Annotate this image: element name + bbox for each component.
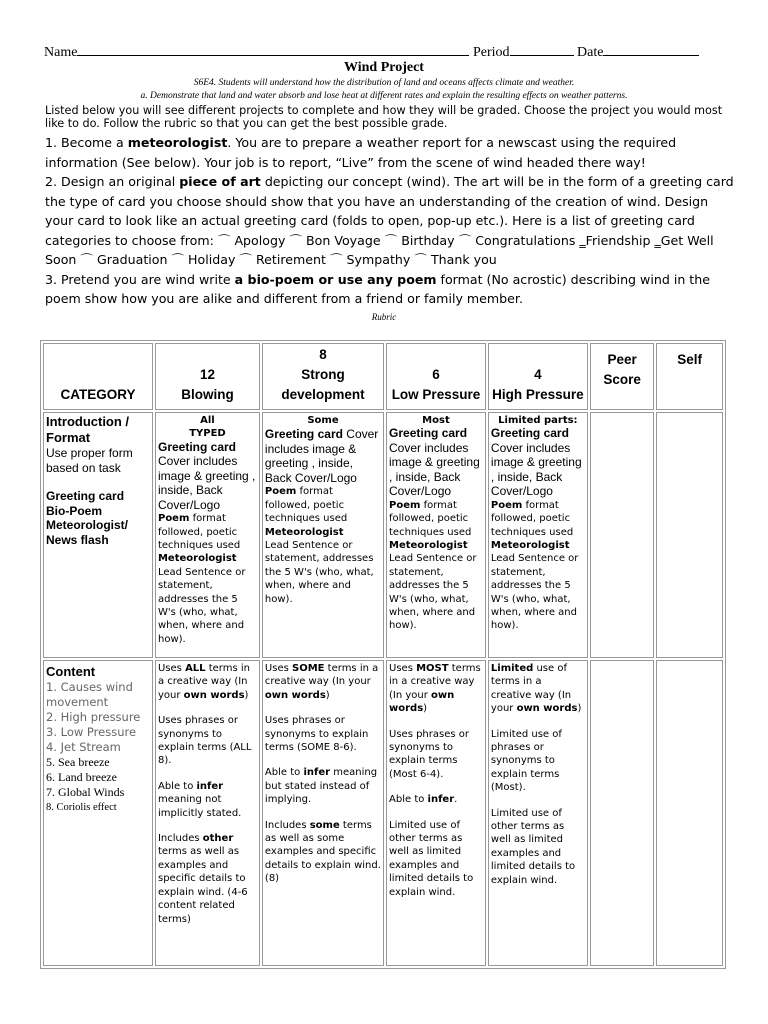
content-score-12: Uses ALL terms in a creative way (In your own words) Uses phrases or synonyms to explain terms (ALL 8). Able to infer meaning not implicitly stated. Includes other terms as well as examples and specific details to explain wind. (4-6 content related terms) [155,660,260,966]
header-score-12: 12 Blowing [155,343,260,410]
term-item: 5. Sea breeze [46,755,110,769]
header-score-6: 6 Low Pressure [386,343,486,410]
content-score-4: Limited use of terms in a creative way (In your own words) Limited use of phrases or synonyms to explain terms (Most). Limited use of other terms as well as limited examples and limited details to explain wind. [488,660,588,966]
header-peer-score: Peer Score [590,343,655,410]
period-field[interactable] [510,42,574,56]
standard-text: S6E4. Students will understand how the distribution of land and oceans affects climate and weather. [193,78,575,88]
name-field[interactable] [77,42,469,56]
rubric-caption: Rubric [371,312,397,322]
date-label: Date [577,45,604,60]
name-label: Name [44,45,78,60]
term-item: 4. Jet Stream [46,740,121,754]
intro-self-score-cell[interactable] [656,412,723,658]
rubric-row-content [43,660,723,966]
substandard-text: a. Demonstrate that land and water absorb and lose heat at different rates and explain the resulting effects on weather patterns. [140,91,628,101]
header-score-8: 8 Strong development [262,343,384,410]
rubric-table [40,340,726,969]
intro-score-12: All TYPED Greeting card Cover includes image & greeting , inside, Back Cover/Logo Poem format followed, poetic techniques used Meteorologist Lead Sentence or statement, addresses the 5 W's (who, what, when, where and how). [155,412,260,658]
date-field[interactable] [603,42,699,56]
intro-score-4: Limited parts: Greeting card Cover includes image & greeting , inside, Back Cover/Logo Poem format followed, poetic techniques used Meteorologist Lead Sentence or statement, addresses the 5 W's (who, what, when, where and how). [488,412,588,658]
intro-paragraph: Listed below you will see different projects to complete and how they will be graded. Choose the project you would most like to do. Follow the rubric so that you can get the best possible grade. [45,104,723,130]
period-label: Period [472,45,510,60]
intro-score-6: Most Greeting card Cover includes image & greeting , inside, Back Cover/Logo Poem format followed, poetic techniques used Meteorologist Lead Sentence or statement, addresses the 5 W's (who, what, when, where and how). [386,412,486,658]
category-content: Content 1. Causes wind movement 2. High pressure 3. Low Pressure 4. Jet Stream 5. Sea breeze 6. Land breeze 7. Global Winds 8. Coriolis effect [43,660,153,966]
student-info-line [44,42,724,61]
content-peer-score-cell[interactable] [590,660,655,966]
category-introduction: Introduction / Format Use proper form based on task Greeting card Bio-Poem Meteorologist/ News flash [43,412,153,658]
content-score-6: Uses MOST terms in a creative way (In your own words) Uses phrases or synonyms to explain terms (Most 6-4). Able to infer. Limited use of other terms as well as limited examples and limited details to explain wind. [386,660,486,966]
header-self: Self [656,343,723,410]
choice-poem: 3. Pretend you are wind write a bio-poem or use any poem format (No acrostic) describing wind in the poem show how you are alike and different from a friend or family member. [45,271,710,306]
rubric-row-introduction [43,412,723,658]
intro-peer-score-cell[interactable] [590,412,655,658]
choice-art: 2. Design an original piece of art depicting our concept (wind). The art will be in the form of a greeting card the type of card you choose should show that you have an understanding of the creation of wind. Design your card to look like an actual greeting card (folds to open, pop-up etc.). Here is a list of greeting card categories to choose from: ⌒ Apology ⌒ Bon Voyage ⌒ Birthday ⌒ Congratulations ‗Friendship ‗Get Well Soon ⌒ Graduation ⌒ Holiday ⌒ Retirement ⌒ Sympathy ⌒ Thank you [45,174,734,267]
choice-meteorologist: 1. Become a meteorologist. You are to prepare a weather report for a newscast using the required information (See below). Your job is to report, “Live” from the scene of wind headed there way! [45,135,677,170]
content-score-8: Uses SOME terms in a creative way (In your own words) Uses phrases or synonyms to explain terms (SOME 8-6). Able to infer meaning but stated instead of implying. Includes some terms as well as some examples and specific details to explain wind. (8) [262,660,384,966]
intro-score-8: Some Greeting card Cover includes image & greeting , inside, Back Cover/Logo Poem format followed, poetic techniques used Meteorologist Lead Sentence or statement, addresses the 5 W's (who, what, when, where and how). [262,412,384,658]
term-list [46,680,150,815]
page-title: Wind Project [344,60,424,75]
term-item: 1. Causes wind movement [46,680,133,709]
content-self-score-cell[interactable] [656,660,723,966]
header-category: CATEGORY [43,343,153,410]
term-item: 7. Global Winds [46,785,125,799]
term-item: 2. High pressure [46,710,141,724]
header-score-4: 4 High Pressure [488,343,588,410]
term-item: 8. Coriolis effect [46,802,117,813]
term-item: 6. Land breeze [46,770,117,784]
rubric-header-row [43,343,723,410]
project-choices [45,133,735,309]
term-item: 3. Low Pressure [46,725,137,739]
